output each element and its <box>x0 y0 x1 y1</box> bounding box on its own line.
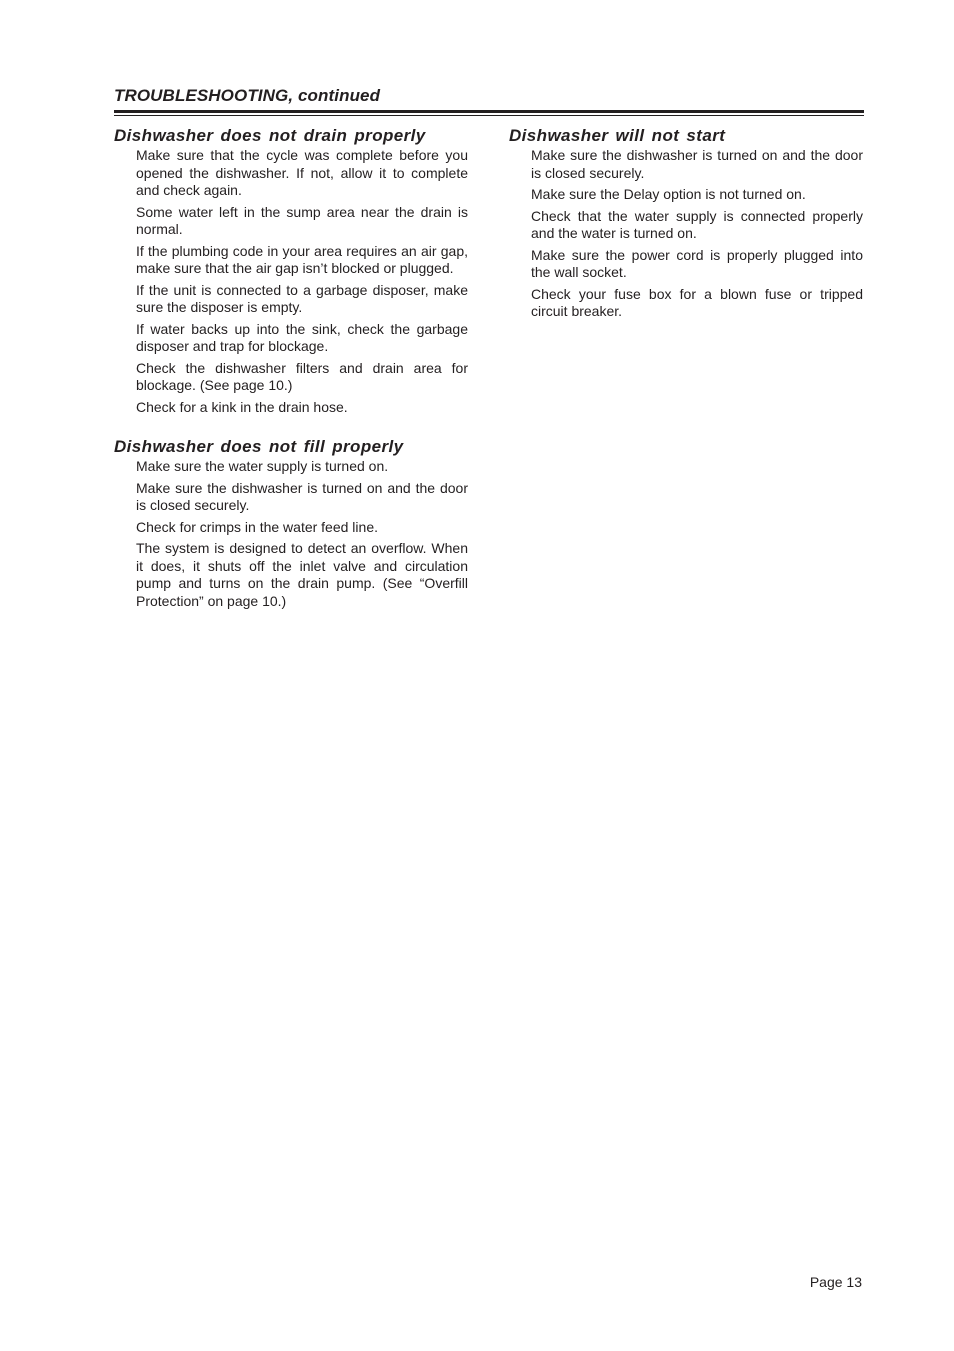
list-item: Check the dishwasher filters and drain area for blockage. (See page 10.) <box>136 359 468 393</box>
section-drain <box>114 125 468 416</box>
list-item: Some water left in the sump area near the drain is normal. <box>136 203 468 237</box>
section-title: Dishwasher does not fill properly <box>114 437 404 456</box>
section-start <box>509 125 863 321</box>
header-rule-thin <box>114 115 864 116</box>
section-title: Dishwasher does not drain properly <box>114 126 426 145</box>
list-item: Make sure the dishwasher is turned on and the door is closed securely. <box>136 479 468 513</box>
list-item: Make sure the Delay option is not turned on. <box>531 186 806 202</box>
list-item: Make sure the dishwasher is turned on and the door is closed securely. <box>531 147 863 181</box>
list-item: Make sure that the cycle was complete before you opened the dishwasher. If not, allow it to complete and check again. <box>136 147 468 198</box>
list-item: Check your fuse box for a blown fuse or tripped circuit breaker. <box>531 285 863 319</box>
page-number: Page 13 <box>809 1274 862 1290</box>
list-item: If the plumbing code in your area requires an air gap, make sure that the air gap isn’t blocked or plugged. <box>136 242 468 276</box>
page-header: TROUBLESHOOTING, continued <box>114 86 381 105</box>
list-item: Check that the water supply is connected properly and the water is turned on. <box>531 207 863 241</box>
list-item: If water backs up into the sink, check the garbage disposer and trap for blockage. <box>136 320 468 354</box>
header-rule-thick <box>114 110 864 113</box>
list-item: Check for a kink in the drain hose. <box>136 398 348 415</box>
list-item: If the unit is connected to a garbage disposer, make sure the disposer is empty. <box>136 281 468 315</box>
list-item: Make sure the power cord is properly plugged into the wall socket. <box>531 246 863 280</box>
list-item: Make sure the water supply is turned on. <box>136 458 389 474</box>
list-item: Check for crimps in the water feed line. <box>136 518 378 535</box>
list-item: The system is designed to detect an overflow. When it does, it shuts off the inlet valve and circulation pump and turns on the drain pump. (See “Overfill Protection” on page 10.) <box>136 540 468 609</box>
right-column <box>509 125 863 341</box>
section-fill <box>114 436 468 610</box>
left-column <box>114 125 468 630</box>
section-title: Dishwasher will not start <box>509 126 726 145</box>
